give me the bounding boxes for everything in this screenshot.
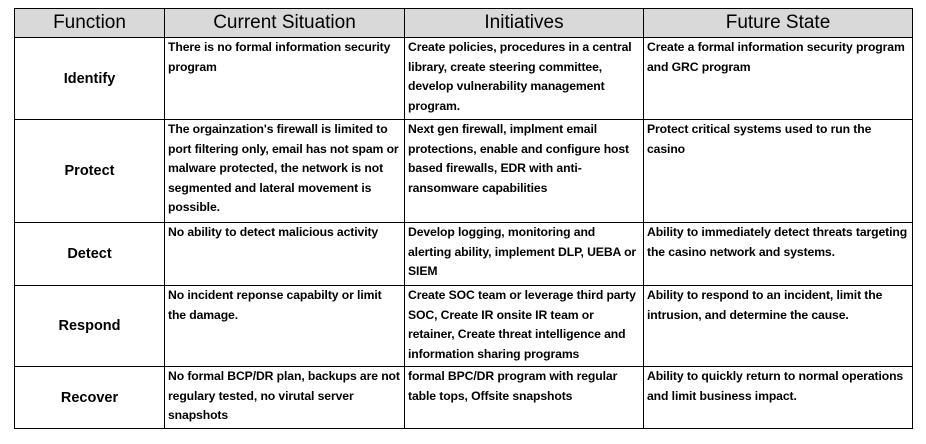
- table-row: [15, 223, 913, 286]
- initiatives-cell: Develop logging, monitoring and alerting ability, implement DLP, UEBA or SIEM: [405, 223, 644, 286]
- function-cell: Respond: [15, 286, 165, 367]
- function-cell: Identify: [15, 38, 165, 120]
- current-situation-cell: No formal BCP/DR plan, backups are not regulary tested, no virutal server snapshots: [165, 367, 405, 429]
- table-header: [15, 9, 913, 38]
- nist-framework-table: [14, 8, 913, 429]
- future-state-cell: Create a formal information security program and GRC program: [644, 38, 913, 120]
- header-future-state: Future State: [644, 9, 913, 38]
- table-row: [15, 286, 913, 367]
- header-function: Function: [15, 9, 165, 38]
- function-cell: Protect: [15, 120, 165, 223]
- header-row: [15, 9, 913, 38]
- future-state-cell: Ability to quickly return to normal operations and limit business impact.: [644, 367, 913, 429]
- header-current-situation: Current Situation: [165, 9, 405, 38]
- initiatives-cell: Create policies, procedures in a central library, create steering committee, develop vulnerability management program.: [405, 38, 644, 120]
- future-state-cell: Protect critical systems used to run the casino: [644, 120, 913, 223]
- current-situation-cell: No incident reponse capabilty or limit the damage.: [165, 286, 405, 367]
- function-cell: Detect: [15, 223, 165, 286]
- current-situation-cell: No ability to detect malicious activity: [165, 223, 405, 286]
- current-situation-cell: There is no formal information security program: [165, 38, 405, 120]
- future-state-cell: Ability to respond to an incident, limit the intrusion, and determine the cause.: [644, 286, 913, 367]
- initiatives-cell: Create SOC team or leverage third party SOC, Create IR onsite IR team or retainer, Create threat intelligence and information sharing programs: [405, 286, 644, 367]
- future-state-cell: Ability to immediately detect threats targeting the casino network and systems.: [644, 223, 913, 286]
- table-row: [15, 38, 913, 120]
- table-row: [15, 120, 913, 223]
- function-cell: Recover: [15, 367, 165, 429]
- table-row: [15, 367, 913, 429]
- current-situation-cell: The orgainzation's firewall is limited to port filtering only, email has not spam or malware protected, the network is not segmented and lateral movement is possible.: [165, 120, 405, 223]
- table-body: [15, 38, 913, 429]
- initiatives-cell: formal BPC/DR program with regular table tops, Offsite snapshots: [405, 367, 644, 429]
- header-initiatives: Initiatives: [405, 9, 644, 38]
- initiatives-cell: Next gen firewall, implment email protections, enable and configure host based firewalls, EDR with anti-ransomware capabilities: [405, 120, 644, 223]
